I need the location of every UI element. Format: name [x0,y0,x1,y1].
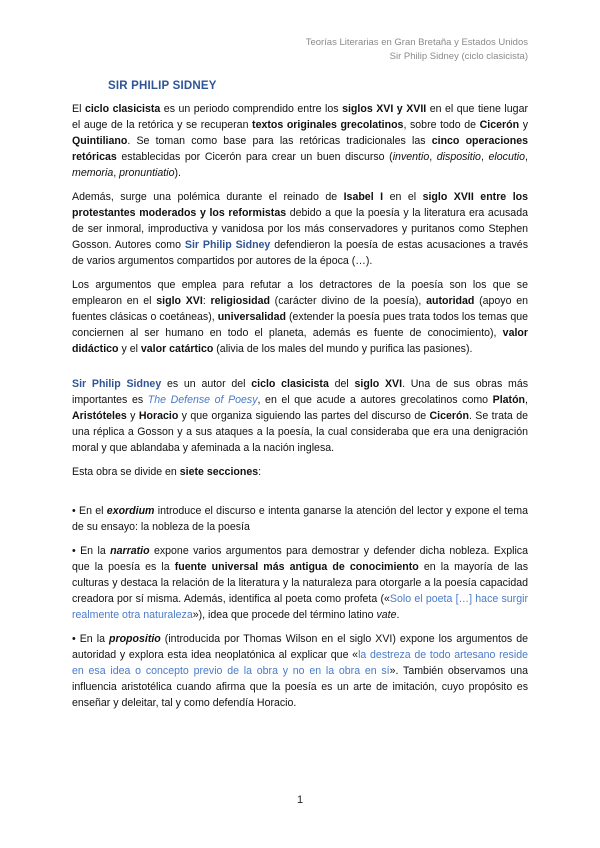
quote-highlight: la destreza de todo artesano reside en esa idea o concepto previo de la obra y no en la obra en sí [72,649,528,677]
list-item-propositio: • En la propositio (introducida por Thomas Wilson en el siglo XVI) expone los argumentos de autoridad y explora esta idea neoplatónica al explicar que «la destreza de todo artesano reside en esa idea o concepto previo de la obra y no en la obra en sí». También observamos una influencia aristotélica cuando afirma que la poesía es un arte de imitación, cuyo propósito es enseñar y deleitar, tal y como defendía Horacio. [72,633,528,709]
quote-highlight: Solo el poeta […] hace surgir realmente otra naturaleza [72,593,528,621]
paragraph-polemica: Además, surge una polémica durante el reinado de Isabel I en el siglo XVII entre los protestantes moderados y los reformistas debido a que la poesía y la literatura era acusada de ser inmoral, improductiva y vanidosa por los más conservadores y puritanos como Stephen Gosson. Autores como Sir Philip Sidney defendieron la poesía de estas acusaciones a través de varios argumentos compartidos por autores de la época (…). [72,191,528,267]
header-course-title: Teorías Literarias en Gran Bretaña y Estados Unidos [305,37,528,48]
page-number: 1 [296,794,304,806]
book-title-defense-of-poesy: The Defense of Poesy [147,394,258,406]
bullet-icon: • [72,545,76,557]
page-title: SIR PHILIP SIDNEY [108,80,217,92]
page-header [306,36,528,64]
bullet-icon: • [72,633,76,645]
paragraph-argumentos: Los argumentos que emplea para refutar a los detractores de la poesía son los que se emplearon en el siglo XVI: religiosidad (carácter divino de la poesía), autoridad (apoyo en fuentes clásicas o coetáneas), universalidad (extender la poesía pues trata todos los temas que conciernen al ser humano en todo el planeta, además es fuente de conocimiento), valor didáctico y el valor catártico (alivia de los males del mundo y purifica las pasiones). [72,279,529,355]
paragraph-sidney-autor: Sir Philip Sidney es un autor del ciclo clasicista del siglo XVI. Una de sus obras más importantes es The Defense of Poesy, en el que acude a autores grecolatinos como Platón, Aristóteles y Horacio y que organiza siguiendo las partes del discurso de Cicerón. Se trata de una réplica a Gosson y a sus ataques a la poesía, la cual consideraba que era una denigración moral y que ablandaba y afeminada a la nación inglesa. [72,378,529,454]
author-name-highlight: Sir Philip Sidney [72,378,162,390]
paragraph-secciones: Esta obra se divide en siete secciones: [72,466,262,478]
bullet-icon: • [72,505,76,517]
list-item-narratio: • En la narratio expone varios argumentos para demostrar y defender dicha nobleza. Explica que la poesía es la fuente universal más antigua de conocimiento en la mayoría de las culturas y destaca la relación de la literatura y la naturaleza para otorgarle a la poesía capacidad creadora por sí misma. Además, identifica al poeta como profeta («Solo el poeta […] hace surgir realmente otra naturaleza»), idea que procede del término latino vate. [72,545,528,621]
list-item-exordium: • En el exordium introduce el discurso e intenta ganarse la atención del lector y expone el tema de su ensayo: la nobleza de la poesía [72,505,528,533]
author-name-highlight: Sir Philip Sidney [184,239,271,251]
header-topic: Sir Philip Sidney (ciclo clasicista) [389,51,528,62]
paragraph-ciclo-clasicista: El ciclo clasicista es un periodo comprendido entre los siglos XVI y XVII en el que tiene lugar el auge de la retórica y se recuperan textos originales grecolatinos, sobre todo de Cicerón y Quintiliano. Se toman como base para las retóricas tradicionales las cinco operaciones retóricas establecidas por Cicerón para crear un buen discurso (inventio, dispositio, elocutio, memoria, pronuntiatio). [72,103,528,179]
document-body [72,80,528,719]
